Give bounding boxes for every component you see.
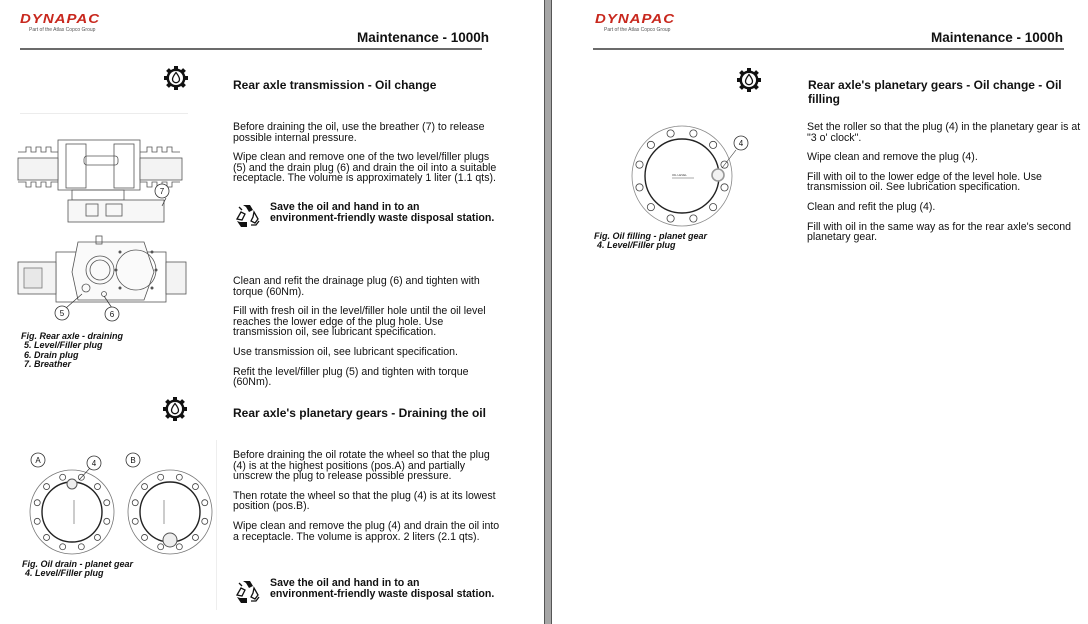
- section-title-line2: filling: [808, 92, 840, 106]
- caption-item: 7. Breather: [24, 359, 72, 370]
- header-divider: [593, 48, 1064, 50]
- brand-name: DYNAPAC: [595, 12, 676, 27]
- caption-item: 4. Level/Filler plug: [25, 568, 104, 579]
- callout-4: 4: [738, 139, 744, 148]
- instruction-paragraph: Refit the level/filler plug (5) and tighten with torque (60Nm).: [233, 365, 469, 389]
- gear-oil-drop-icon: [163, 65, 189, 91]
- bolt-hole: [202, 518, 208, 524]
- instructions-rear-axle-bottom: [233, 276, 505, 397]
- eco-disposal-note: [233, 577, 494, 607]
- instructions-planetary-filling: [807, 122, 1082, 252]
- section-title-planetary-oil-filling: [808, 78, 1062, 106]
- dynapac-logo: [595, 13, 675, 33]
- callout-b: B: [130, 456, 136, 465]
- section-title-line1: Rear axle's planetary gears - Oil change - Oil: [808, 78, 1062, 92]
- instruction-paragraph: Fill with oil in the same way as for the rear axle's second planetary gear.: [807, 220, 1072, 244]
- caption-title: Fig. Oil filling - planet gear: [594, 231, 708, 241]
- bolt-hole: [34, 500, 40, 506]
- eco-note-line1: Save the oil and hand in to an: [270, 577, 420, 589]
- callout-a: A: [35, 456, 41, 465]
- bolt-hole: [44, 534, 50, 540]
- instruction-paragraph: Clean and refit the drainage plug (6) and tighten with torque (60Nm).: [233, 275, 480, 298]
- bolt-hole: [60, 474, 66, 480]
- manual-page-right: [552, 0, 1088, 624]
- section-title-rear-axle-oil-change: Rear axle transmission - Oil change: [233, 78, 437, 92]
- bolt-hole: [721, 184, 728, 191]
- bolt-hole: [94, 484, 100, 490]
- instruction-paragraph: Before draining the oil, use the breather (7) to release possible internal pressure.: [233, 121, 485, 144]
- instruction-paragraph: Clean and refit the plug (4).: [807, 200, 936, 213]
- instruction-paragraph: Wipe clean and remove the plug (4) and drain the oil into a receptacle. The volume is approx. 2 liters (2.1 qts).: [233, 519, 500, 543]
- instruction-paragraph: Set the roller so that the plug (4) in the planetary gear is at "3 o' clock".: [807, 121, 1081, 144]
- bolt-hole: [710, 204, 717, 211]
- rear-axle-draining-figure: [16, 122, 188, 322]
- caption-item: 6. Drain plug: [24, 349, 79, 360]
- callout-4: 4: [91, 459, 97, 468]
- bolt-hole: [142, 534, 148, 540]
- header-divider: [20, 48, 482, 50]
- oil-level-label: OIL LEVEL: [672, 173, 687, 177]
- bolt-hole: [710, 141, 717, 148]
- bolt-hole: [104, 500, 110, 506]
- page-gutter: [544, 0, 552, 624]
- bolt-hole: [78, 544, 84, 550]
- figure-divider: [20, 113, 188, 114]
- bolt-hole: [192, 484, 198, 490]
- dynapac-logo: [20, 13, 100, 33]
- bolt-hole: [34, 518, 40, 524]
- bolt-hole: [104, 518, 110, 524]
- recycle-icon: [233, 577, 263, 607]
- brand-name: DYNAPAC: [20, 12, 101, 27]
- brand-tagline: Part of the Atlas Copco Group: [604, 27, 671, 33]
- bolt-hole: [667, 215, 674, 222]
- instruction-paragraph: Before draining the oil rotate the wheel so that the plug (4) is at the highest positions (pos.A) and partially unscrew the plug to release possible pressure.: [233, 449, 490, 483]
- figure-caption-rear-axle: [21, 332, 123, 370]
- eco-disposal-note: [233, 201, 494, 231]
- brand-tagline: Part of the Atlas Copco Group: [29, 27, 96, 33]
- eco-note-line2: environment-friendly waste disposal station.: [270, 212, 495, 224]
- bolt-hole: [44, 484, 50, 490]
- bolt-hole: [158, 474, 164, 480]
- bolt-hole: [192, 534, 198, 540]
- instruction-paragraph: Fill with oil to the lower edge of the level hole. Use transmission oil. See lubrication specification.: [807, 170, 1042, 194]
- eco-note-line2: environment-friendly waste disposal station.: [270, 588, 495, 600]
- bolt-hole: [176, 474, 182, 480]
- bolt-hole: [132, 518, 138, 524]
- bolt-hole: [690, 130, 697, 137]
- callout-7: 7: [159, 187, 165, 196]
- bolt-hole: [690, 215, 697, 222]
- bolt-hole: [176, 544, 182, 550]
- figure-caption-oil-filling: [594, 232, 707, 251]
- instruction-paragraph: Wipe clean and remove one of the two level/filler plugs (5) and the drain plug (6) and drain the oil into a suitable receptacle. The volume is approximately 1 liter (1.1 qts).: [233, 151, 497, 185]
- instruction-paragraph: Fill with fresh oil in the level/filler hole until the oil level reaches the lower edge of the plug hole. Use transmission oil, see lubricant specification.: [233, 305, 486, 339]
- bolt-hole: [142, 484, 148, 490]
- instructions-rear-axle-top: [233, 122, 505, 193]
- callout-5: 5: [59, 309, 65, 318]
- figure-caption-oil-drain: [22, 560, 133, 579]
- column-divider: [216, 440, 217, 610]
- gear-oil-drop-icon: [162, 396, 188, 422]
- bolt-hole: [647, 141, 654, 148]
- bolt-hole: [202, 500, 208, 506]
- recycle-icon: [233, 201, 263, 231]
- page-header-title: Maintenance - 1000h: [931, 30, 1064, 45]
- bolt-hole: [60, 544, 66, 550]
- caption-title: Fig. Oil drain - planet gear: [22, 559, 134, 569]
- caption-item: 5. Level/Filler plug: [24, 340, 103, 351]
- instruction-paragraph: Wipe clean and remove the plug (4).: [807, 151, 978, 164]
- oil-filling-planet-gear-figure: [624, 120, 754, 230]
- bolt-hole: [132, 500, 138, 506]
- instruction-paragraph: Then rotate the wheel so that the plug (4) is at its lowest position (pos.B).: [233, 489, 496, 513]
- caption-title: Fig. Rear axle - draining: [21, 331, 124, 341]
- section-title-planetary-draining: Rear axle's planetary gears - Draining the oil: [233, 406, 486, 420]
- caption-item: 4. Level/Filler plug: [597, 240, 676, 251]
- bolt-hole: [636, 184, 643, 191]
- page-header-title: Maintenance - 1000h: [357, 30, 490, 45]
- eco-note-line1: Save the oil and hand in to an: [270, 201, 420, 213]
- bolt-hole: [636, 161, 643, 168]
- bolt-hole: [667, 130, 674, 137]
- instructions-planetary-draining: [233, 450, 505, 551]
- callout-6: 6: [109, 310, 115, 319]
- gear-oil-drop-icon: [736, 67, 762, 93]
- bolt-hole: [647, 204, 654, 211]
- bolt-hole: [94, 534, 100, 540]
- bolt-hole: [158, 544, 164, 550]
- oil-drain-planet-gear-figure: [24, 450, 214, 560]
- instruction-paragraph: Use transmission oil, see lubricant specification.: [233, 345, 458, 358]
